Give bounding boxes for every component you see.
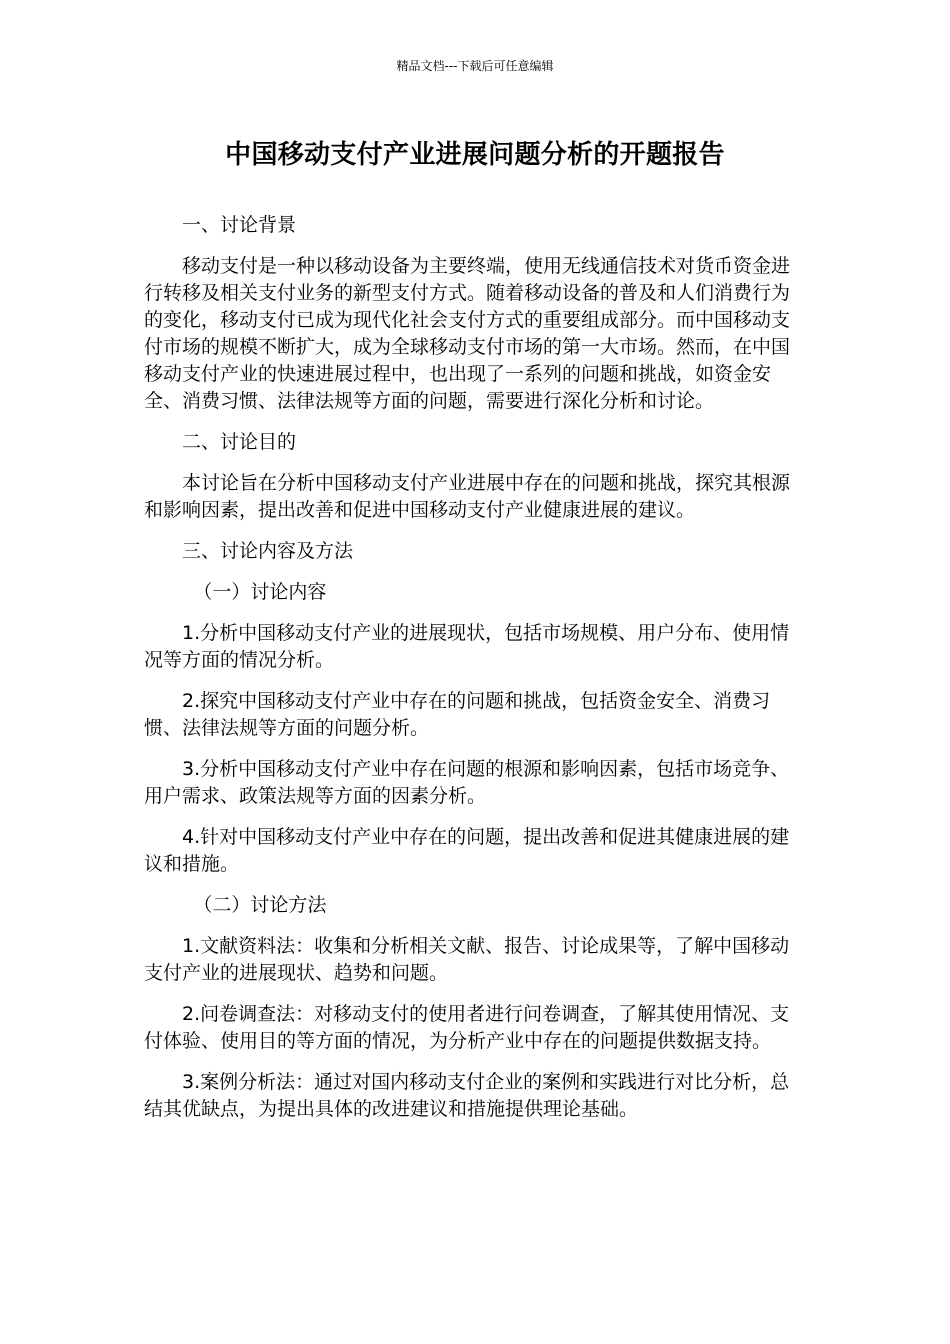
page-header-note: 精品文档---下载后可任意编辑	[396, 59, 554, 73]
subsection-heading-content: （一）讨论内容	[193, 581, 327, 603]
paragraph-goal: 本讨论旨在分析中国移动支付产业进展中存在的问题和挑战，探究其根源和影响因素，提出改善和促进中国移动支付产业健康进展的建议。	[144, 472, 791, 521]
method-item: 1.文献资料法：收集和分析相关文献、报告、讨论成果等，了解中国移动支付产业的进展现状、趋势和问题。	[144, 935, 790, 984]
content-item: 2.探究中国移动支付产业中存在的问题和挑战，包括资金安全、消费习惯、法律法规等方面的问题分析。	[144, 690, 771, 739]
section-heading-content-method: 三、讨论内容及方法	[182, 540, 354, 562]
document-title: 中国移动支付产业进展问题分析的开题报告	[225, 140, 725, 170]
subsection-heading-method: （二）讨论方法	[193, 894, 327, 916]
paragraph-background: 移动支付是一种以移动设备为主要终端，使用无线通信技术对货币资金进行转移及相关支付业务的新型支付方式。随着移动设备的普及和人们消费行为的变化，移动支付已成为现代化社会支付方式的重要组成部分。而中国移动支付市场的规模不断扩大，成为全球移动支付市场的第一大市场。然而，在中国移动支付产业的快速进展过程中，也出现了一系列的问题和挑战，如资金安全、消费习惯、法律法规等方面的问题，需要进行深化分析和讨论。	[144, 255, 791, 412]
content-item: 3.分析中国移动支付产业中存在问题的根源和影响因素，包括市场竞争、用户需求、政策法规等方面的因素分析。	[144, 758, 790, 807]
method-item: 2.问卷调查法：对移动支付的使用者进行问卷调查，了解其使用情况、支付体验、使用目的等方面的情况，为分析产业中存在的问题提供数据支持。	[144, 1003, 790, 1052]
section-heading-background: 一、讨论背景	[182, 214, 297, 236]
content-item: 4.针对中国移动支付产业中存在的问题，提出改善和促进其健康进展的建议和措施。	[144, 826, 790, 875]
section-heading-goal: 二、讨论目的	[182, 431, 297, 453]
document-body	[144, 212, 804, 1137]
method-item: 3.案例分析法：通过对国内移动支付企业的案例和实践进行对比分析，总结其优缺点，为提出具体的改进建议和措施提供理论基础。	[144, 1071, 790, 1120]
content-item: 1.分析中国移动支付产业的进展现状，包括市场规模、用户分布、使用情况等方面的情况分析。	[144, 622, 790, 671]
